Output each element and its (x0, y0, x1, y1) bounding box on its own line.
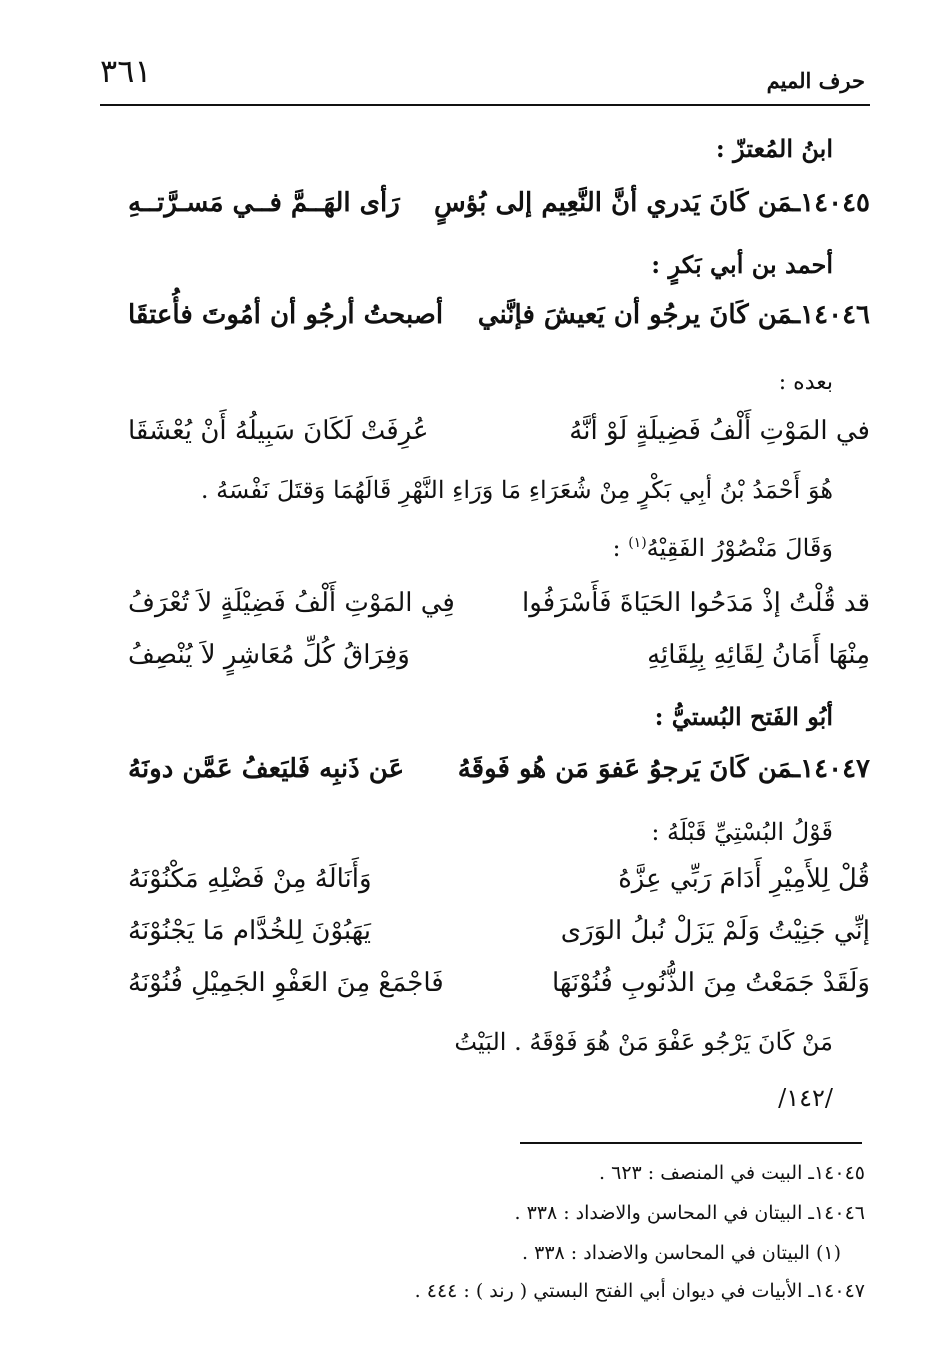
verse-second-hemistich: عَن ذَنبِه فَليَعفُ عَمَّن دونَهُ (128, 754, 405, 784)
verse-14046 (128, 300, 870, 344)
note-before: قَوْلُ البُسْتِيِّ قَبْلَهُ : (651, 818, 833, 846)
verse-first-text: مَن كَانَ يَرجوُ عَفوَ مَن هُو فَوقَهُ (457, 754, 793, 784)
verse-first-hemistich (434, 188, 870, 232)
verse-second-hemistich: عُرِفَتْ لَكَانَ سَبِيلُهُ أَنْ يُعْشَقَا (128, 416, 429, 446)
footnote-14047: ١٤٠٤٧ـ الأبيات في ديوان أبي الفتح البستي ( رند ) : ٤٤٤ . (414, 1280, 865, 1302)
verse-number: ١٤٠٤٥ـ (792, 188, 870, 218)
verse-first-hemistich (458, 754, 870, 798)
page-number: ٣٦١ (100, 52, 152, 90)
verse-second-hemistich: أصبحتُ أرجُو أن أمُوتَ فأُعتقَا (128, 300, 444, 330)
verse-after-14046 (128, 416, 870, 460)
verse-busti-3 (128, 968, 870, 1012)
note-after: بعده : (778, 370, 833, 395)
verse-mansur-2 (128, 640, 870, 684)
prose-line-closing: مَنْ كَانَ يَرْجُو عَفْوَ مَنْ هُوَ فَوْقَهُ . البَيْتُ (454, 1028, 833, 1056)
verse-second-hemistich: وَفِرَاقُ كُلِّ مُعَاشِرٍ لاَ يُنْصِفُ (128, 640, 410, 670)
verse-second-hemistich: رَأى الهَــمَّ فــي مَسـرَّتــهِ (128, 188, 400, 218)
verse-first-hemistich: في المَوْتِ أَلْفُ فَضِيلَةٍ لَوْ أنَّهُ (569, 416, 870, 446)
verse-first-text: مَن كَانَ يَدري أنَّ النَّعِيم إلى بُؤسٍ (434, 188, 793, 218)
verse-first-hemistich (478, 300, 870, 344)
poet-name-al-busti: أبُو الفَتح البُستيُّ : (654, 702, 833, 731)
verse-14045 (128, 188, 870, 232)
verse-first-text: مَن كَانَ يرجُو أن يَعيشَ فإنَّني (477, 300, 793, 330)
poet-name-ahmad-ibn-abi-bakr: أحمد بن أبي بَكرٍ : (651, 250, 833, 279)
footnote-14046: ١٤٠٤٦ـ البيتان في المحاسن والاضداد : ٣٣٨ . (514, 1202, 865, 1224)
verse-first-hemistich: وَلَقَدْ جَمَعْتُ مِنَ الذُّنُوبِ فُنُوْنَهَا (551, 968, 870, 998)
header-rule (100, 104, 870, 106)
verse-second-hemistich: يَهَبُوْنَ لِلخُدَّام مَا يَجْنُوْنَهُ (128, 916, 371, 946)
prose-tail: : (612, 534, 629, 562)
footnote-rule (520, 1142, 862, 1144)
verse-mansur-1 (128, 588, 870, 632)
prose-line: هُوَ أَحْمَدُ بْنُ أبِي بَكْرٍ مِنْ شُعَرَاءِ مَا وَرَاءِ النَّهْرِ قَالَهُمَا وَقتَلَ نَفْسَهُ . (200, 476, 833, 504)
verse-number: ١٤٠٤٧ـ (792, 754, 870, 784)
verse-first-hemistich: قد قُلْتُ إذْ مَدَحُوا الحَيَاةَ فَأَسْرَفُوا (522, 588, 870, 618)
verse-second-hemistich: وَأَنَالَهُ مِنْ فَضْلِهِ مَكْنُوْنَهُ (128, 864, 372, 894)
verse-busti-2 (128, 916, 870, 960)
verse-number: ١٤٠٤٦ـ (792, 300, 870, 330)
verse-second-hemistich: فَاجْمَعْ مِنَ العَفْوِ الجَمِيْلِ فُنُوْنَهُ (128, 968, 444, 998)
folio-marker: /١٤٢/ (778, 1084, 833, 1112)
verse-first-hemistich: قُلْ لِلأَمِيْرِ أَدَامَ رَبِّي عِزَّهُ (618, 864, 870, 894)
prose-text: وَقَالَ مَنْصُوْرُ الفَقِيْهُ (646, 534, 833, 562)
poet-name-ibn-al-mutazz: ابنُ المُعتزّ : (715, 134, 833, 163)
footnote-14045: ١٤٠٤٥ـ البيت في المنصف : ٦٢٣ . (599, 1162, 865, 1184)
prose-line-mansur (612, 534, 833, 562)
footnote-1: (١) البيتان في المحاسن والاضداد : ٣٣٨ . (522, 1242, 841, 1264)
verse-first-hemistich: إنِّي جَنِيْتُ وَلَمْ يَزَلْ نُبلُ الوَرَى (560, 916, 870, 946)
verse-14047 (128, 754, 870, 798)
verse-first-hemistich: مِنْهَا أَمَانُ لِقَائِهِ بِلِقَائِهِ (647, 640, 870, 670)
verse-second-hemistich: فِي المَوْتِ أَلْفُ فَضِيْلَةٍ لاَ تُعْرَفُ (128, 588, 455, 618)
chapter-title: حرف الميم (766, 68, 865, 93)
verse-busti-1 (128, 864, 870, 908)
footnote-marker: (١) (628, 535, 647, 551)
